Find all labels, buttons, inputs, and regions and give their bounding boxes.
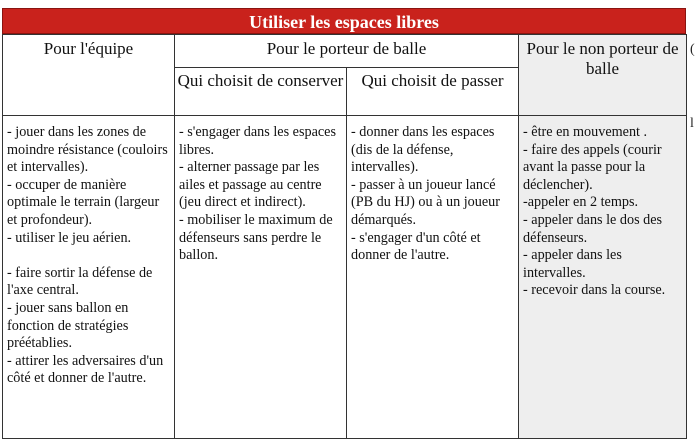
document-page xyxy=(2,8,686,439)
header-row xyxy=(3,35,687,68)
cell-non-porteur xyxy=(519,116,687,439)
list-item: -appeler en 2 temps. xyxy=(523,194,639,211)
cell-equipe xyxy=(3,116,175,439)
list-item: - appeler dans le dos des défenseurs. xyxy=(523,211,663,246)
table-title: Utiliser les espaces libres xyxy=(2,8,686,34)
header-conserver: Qui choisit de conserver xyxy=(175,68,347,116)
list-item: - faire sortir la défense de l'axe central. xyxy=(7,264,153,299)
edge-mark: ( xyxy=(690,42,695,57)
cell-conserver xyxy=(175,116,347,439)
list-item: - alterner passage par les ailes et passage au centre (jeu direct et indirect). xyxy=(179,159,322,211)
list-item: - donner dans les espaces (dis de la défense, intervalles). xyxy=(351,124,495,176)
list-item: - jouer dans les zones de moindre résistance (couloirs et intervalles). xyxy=(7,124,168,176)
header-equipe: Pour l'équipe xyxy=(3,35,175,116)
list-item: - recevoir dans la course. xyxy=(523,282,666,299)
list-item: - appeler dans les intervalles. xyxy=(523,247,622,281)
edge-mark: l xyxy=(690,116,694,131)
list-item: - occuper de manière optimale le terrain (largeur et profondeur). xyxy=(7,176,160,228)
list-item: - faire des appels (courir avant la passe pour la déclencher). xyxy=(523,141,662,193)
list-item: - s'engager d'un côté et donner de l'autre. xyxy=(351,229,481,264)
strategy-table xyxy=(2,34,687,439)
body-row xyxy=(3,116,687,439)
list-item: - attirer les adversaires d'un côté et donner de l'autre. xyxy=(7,352,164,387)
list-item: - jouer sans ballon en fonction de stratégies préétablies. xyxy=(7,299,129,352)
list-item: - être en mouvement . xyxy=(523,124,648,140)
list-item: - passer à un joueur lancé (PB du HJ) ou à un joueur démarqués. xyxy=(351,176,500,228)
spacer xyxy=(7,247,171,265)
list-item: - utiliser le jeu aérien. xyxy=(7,229,132,246)
header-passer: Qui choisit de passer xyxy=(347,68,519,116)
header-non-porteur: Pour le non porteur de balle xyxy=(519,35,687,116)
list-item: - s'engager dans les espaces libres. xyxy=(179,124,336,158)
list-item: - mobiliser le maximum de défenseurs sans perdre le ballon. xyxy=(179,211,333,264)
cell-passer xyxy=(347,116,519,439)
header-porteur: Pour le porteur de balle xyxy=(175,35,519,68)
